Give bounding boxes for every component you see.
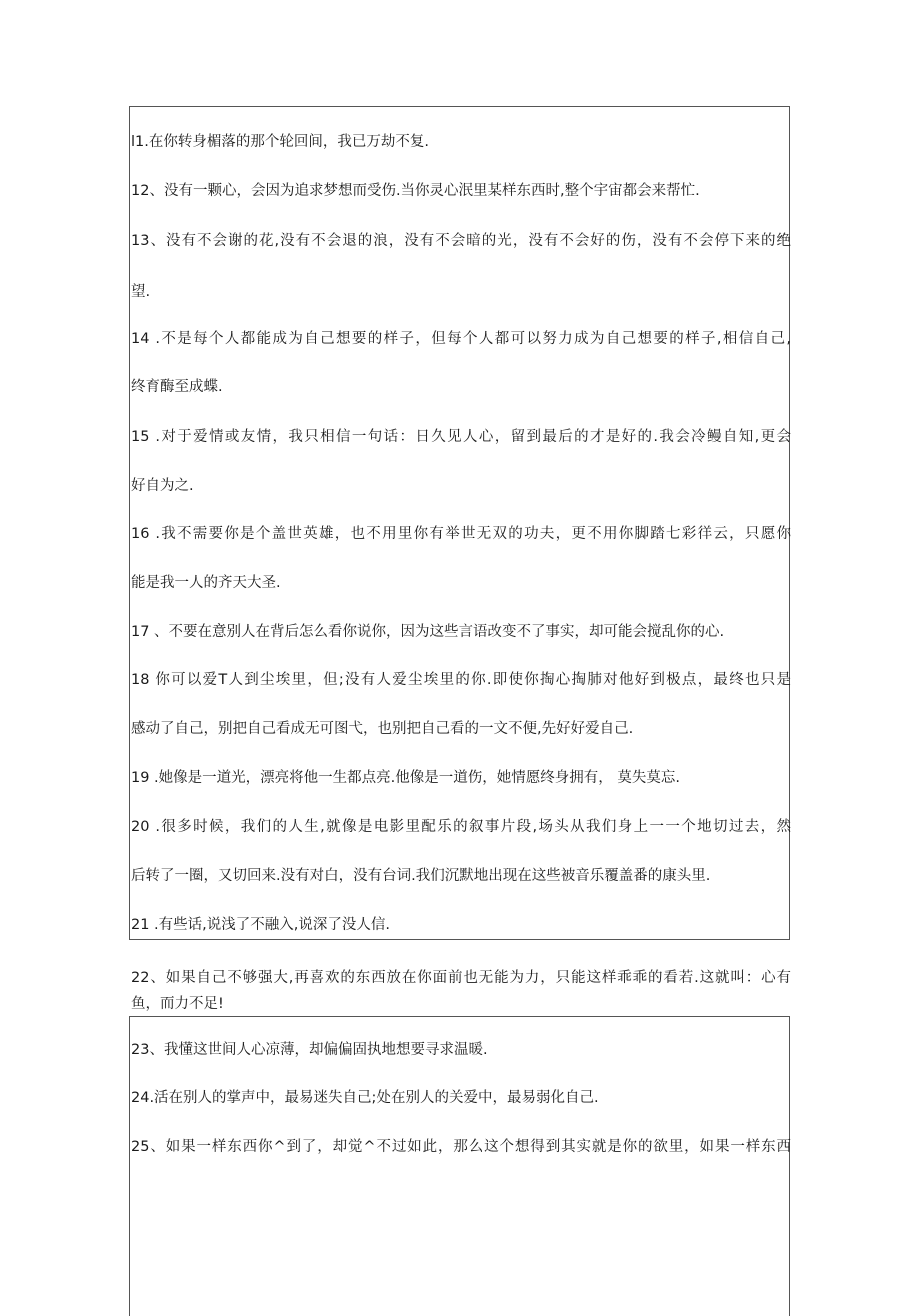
quote-line-23: 23、我懂这世间人心凉薄，却偏偏固执地想要寻求温暖.: [131, 1042, 488, 1058]
quote-line-18b: 感动了自己，别把自己看成无可图弋，也别把自己看的一文不便,先好好爱自己.: [131, 721, 634, 737]
quote-line-21: 21 .有些话,说浅了不融入,说深了没人信.: [131, 917, 390, 933]
quote-line-12: 12、没有一颗心，会因为追求梦想而受伤.当你灵心泯里某样东西时,整个宇宙都会来帮忙.: [131, 183, 700, 199]
quote-line-20b: 后转了一圈，又切回来.没有对白，没有台词.我们沉默地出现在这些被音乐覆盖番的康头里.: [131, 868, 711, 884]
quote-line-11: l1.在你转身楣落的那个轮回间，我已万劫不复.: [131, 134, 429, 150]
quote-line-13b: 望.: [131, 284, 151, 300]
quote-line-19: 19 .她像是一道光，漂亮将他一生都点亮.他像是一道伤，她情愿终身拥有， 莫失莫忘.: [131, 770, 680, 786]
quote-line-16b: 能是我一人的齐天大圣.: [131, 575, 281, 591]
quote-line-13a: 13、没有不会谢的花,没有不会退的浪，没有不会暗的光，没有不会好的伤，没有不会停下来的绝: [131, 233, 791, 249]
quote-line-24: 24.活在别人的掌声中，最易迷失自己;处在别人的关爱中，最易弱化自己.: [131, 1090, 599, 1106]
quote-line-14b: 终育酶至成蝶.: [131, 379, 223, 395]
quote-line-18a: 18 你可以爱T人到尘埃里，但;没有人爱尘埃里的你.即使你掏心掏肺对他好到极点，最终也只是: [131, 672, 791, 688]
quote-line-20a: 20 .很多时候，我们的人生,就像是电影里配乐的叙事片段,场头从我们身上一一个地切过去，然: [131, 819, 791, 835]
quote-line-22b: 鱼，而力不足!: [131, 996, 224, 1012]
quote-line-15b: 好自为之.: [131, 478, 194, 494]
quote-line-15a: 15 .对于爱情或友情，我只相信一句话：日久见人心，留到最后的才是好的.我会冷鳗自知,更会: [131, 429, 791, 445]
quote-line-25: 25、如果一样东西你^到了，却觉^不过如此，那么这个想得到其实就是你的欲里，如果一样东西: [131, 1139, 791, 1155]
quote-line-22a: 22、如果自己不够强大,再喜欢的东西放在你面前也无能为力，只能这样乖乖的看若.这就叫：心有: [131, 970, 791, 986]
quote-line-17: 17 、不要在意别人在背后怎么看你说你，因为这些言语改变不了事实，却可能会搅乱你的心.: [131, 624, 725, 640]
quote-line-16a: 16 .我不需要你是个盖世英雄，也不用里你有举世无双的功夫，更不用你脚踏七彩徉云，只愿你: [131, 526, 791, 542]
quote-box-bottom: [129, 1016, 790, 1316]
quote-line-14a: 14 .不是每个人都能成为自己想要的样子，但每个人都可以努力成为自己想要的样子,相信自己,: [131, 331, 791, 347]
